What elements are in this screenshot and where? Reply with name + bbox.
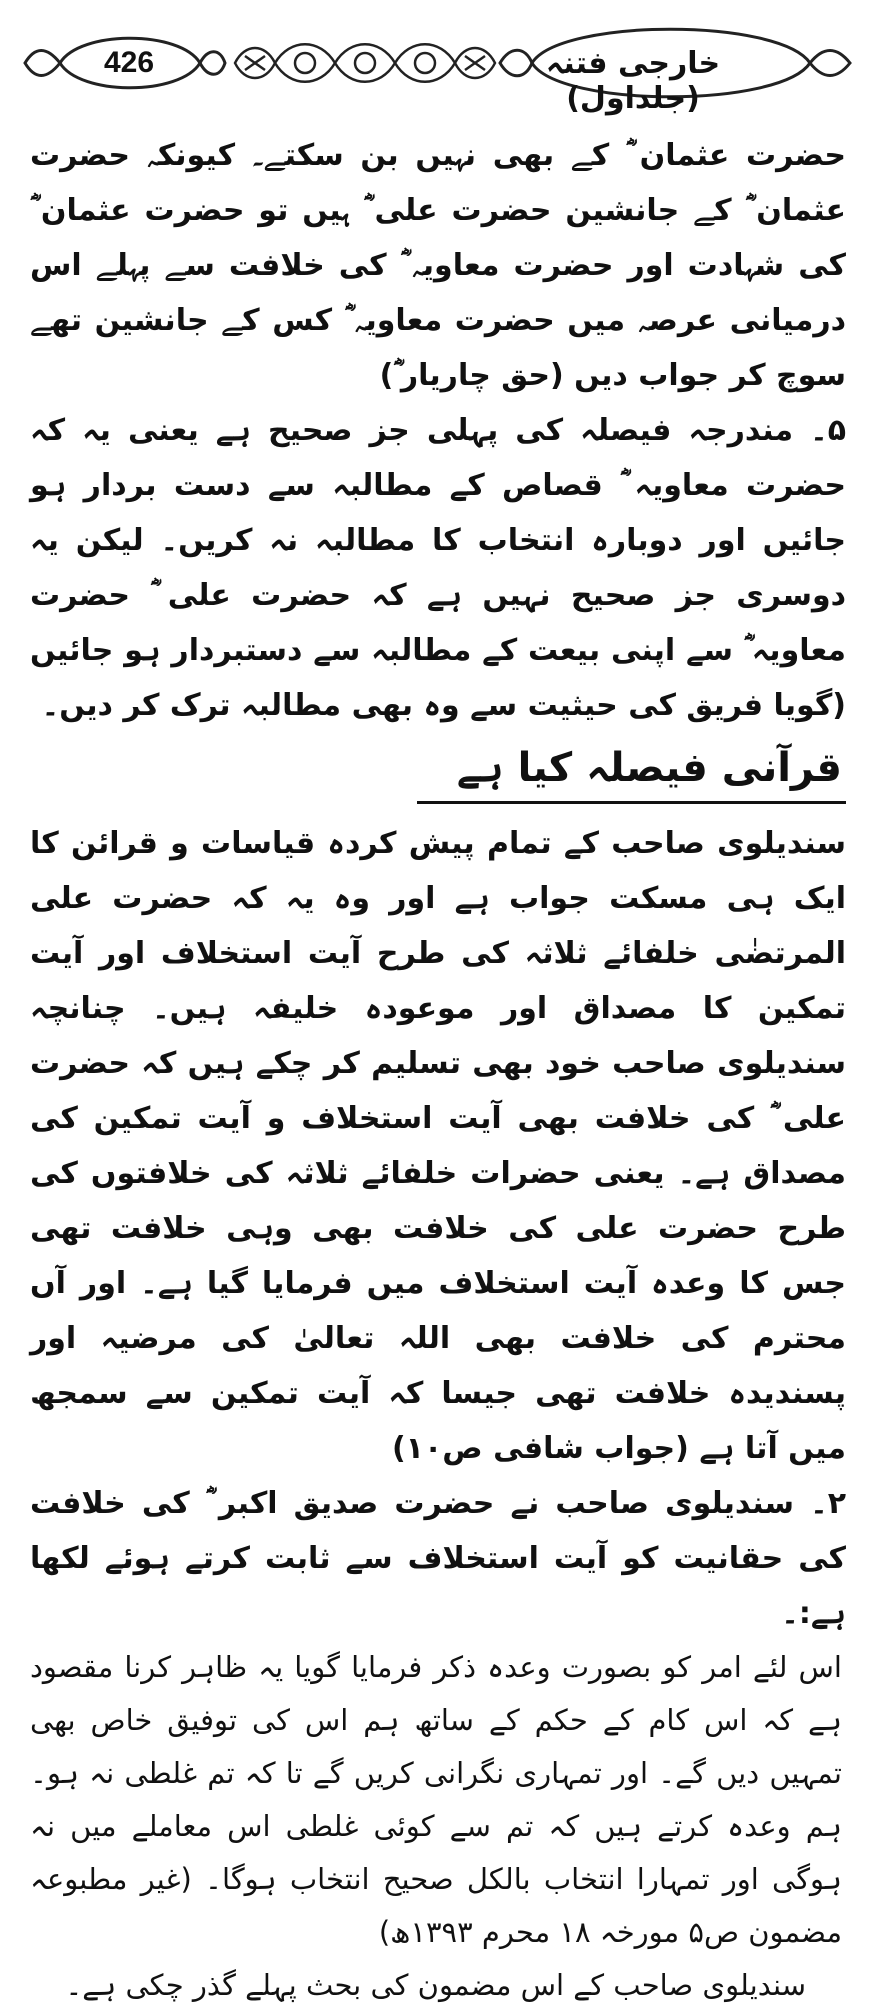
paragraph: ۵۔ مندرجہ فیصلہ کی پہلی جز صحیح ہے یعنی یہ کہ حضرت معاویہ ؓ قصاص کے مطالبہ سے دست بردار ہو جائیں اور دوبارہ انتخاب کا مطالبہ نہ کریں۔ لیکن یہ دوسری جز صحیح نہیں ہے کہ حضرت علی ؓ حضرت معاویہ ؓ سے اپنی بیعت کے مطالبہ سے دستبردار ہو جائیں (گویا فریق کی حیثیت سے وہ بھی مطالبہ ترک کر دیں۔ (30, 413, 846, 723)
running-title: خارجی فتنہ (جلداول) (545, 46, 721, 116)
section-heading: قرآنی فیصلہ کیا ہے (417, 739, 846, 804)
page-number: 426 (103, 46, 155, 79)
block-quote: اس لئے امر کو بصورت وعدہ ذکر فرمایا گویا یہ ظاہر کرنا مقصود ہے کہ اس کام کے حکم کے ساتھ ہم اس کی توفیق خاص بھی تمہیں دیں گے۔ اور تمہاری نگرانی کریں گے تا کہ تم غلطی نہ ہو۔ ہم وعدہ کرتے ہیں کہ تم سے کوئی غلطی اس معاملے میں نہ ہوگی اور تمہارا انتخاب بالکل صحیح انتخاب ہوگا۔ (غیر مطبوعہ مضمون ص۵ مورخہ ۱۸ محرم ۱۳۹۳ھ) (30, 1650, 842, 1949)
page-header (20, 18, 853, 118)
closing-line: سندیلوی صاحب کے اس مضمون کی بحث پہلے گذر چکی ہے۔ (65, 1968, 806, 2002)
paragraph: سندیلوی صاحب کے تمام پیش کردہ قیاسات و قرائن کا ایک ہی مسکت جواب ہے اور وہ یہ کہ حضرت علی المرتضٰی خلفائے ثلاثہ کی طرح آیت استخلاف اور آیت تمکین کا مصداق اور موعودہ خلیفہ ہیں۔ چنانچہ سندیلوی صاحب خود بھی تسلیم کر چکے ہیں کہ حضرت علی ؓ کی خلافت بھی آیت استخلاف و آیت تمکین کی مصداق ہے۔ یعنی حضرات خلفائے ثلاثہ کی خلافتوں کی طرح حضرت علی کی خلافت بھی وہی خلافت تھی جس کا وعدہ آیت استخلاف میں فرمایا گیا ہے۔ اور آں محترم کی خلافت بھی اللہ تعالیٰ کی مرضیہ اور پسندیدہ خلافت تھی جیسا کہ آیت تمکین سے سمجھ میں آتا ہے (جواب شافی ص۱۰) (30, 826, 846, 1466)
paragraph: ۲۔ سندیلوی صاحب نے حضرت صدیق اکبر ؓ کی خلافت کی حقانیت کو آیت استخلاف سے ثابت کرتے ہوئے لکھا ہے:۔ (30, 1486, 846, 1631)
heading-container (30, 739, 846, 804)
paragraph: حضرت عثمان ؓ کے بھی نہیں بن سکتے۔ کیونکہ حضرت عثمان ؓ کے جانشین حضرت علی ؓ ہیں تو حضرت عثمان ؓ کی شہادت اور حضرت معاویہ ؓ کی خلافت سے پہلے اس درمیانی عرصہ میں حضرت معاویہ ؓ کس کے جانشین تھے سوچ کر جواب دیں (حق چاریار ؓ) (30, 138, 846, 393)
page-body (30, 128, 846, 2012)
